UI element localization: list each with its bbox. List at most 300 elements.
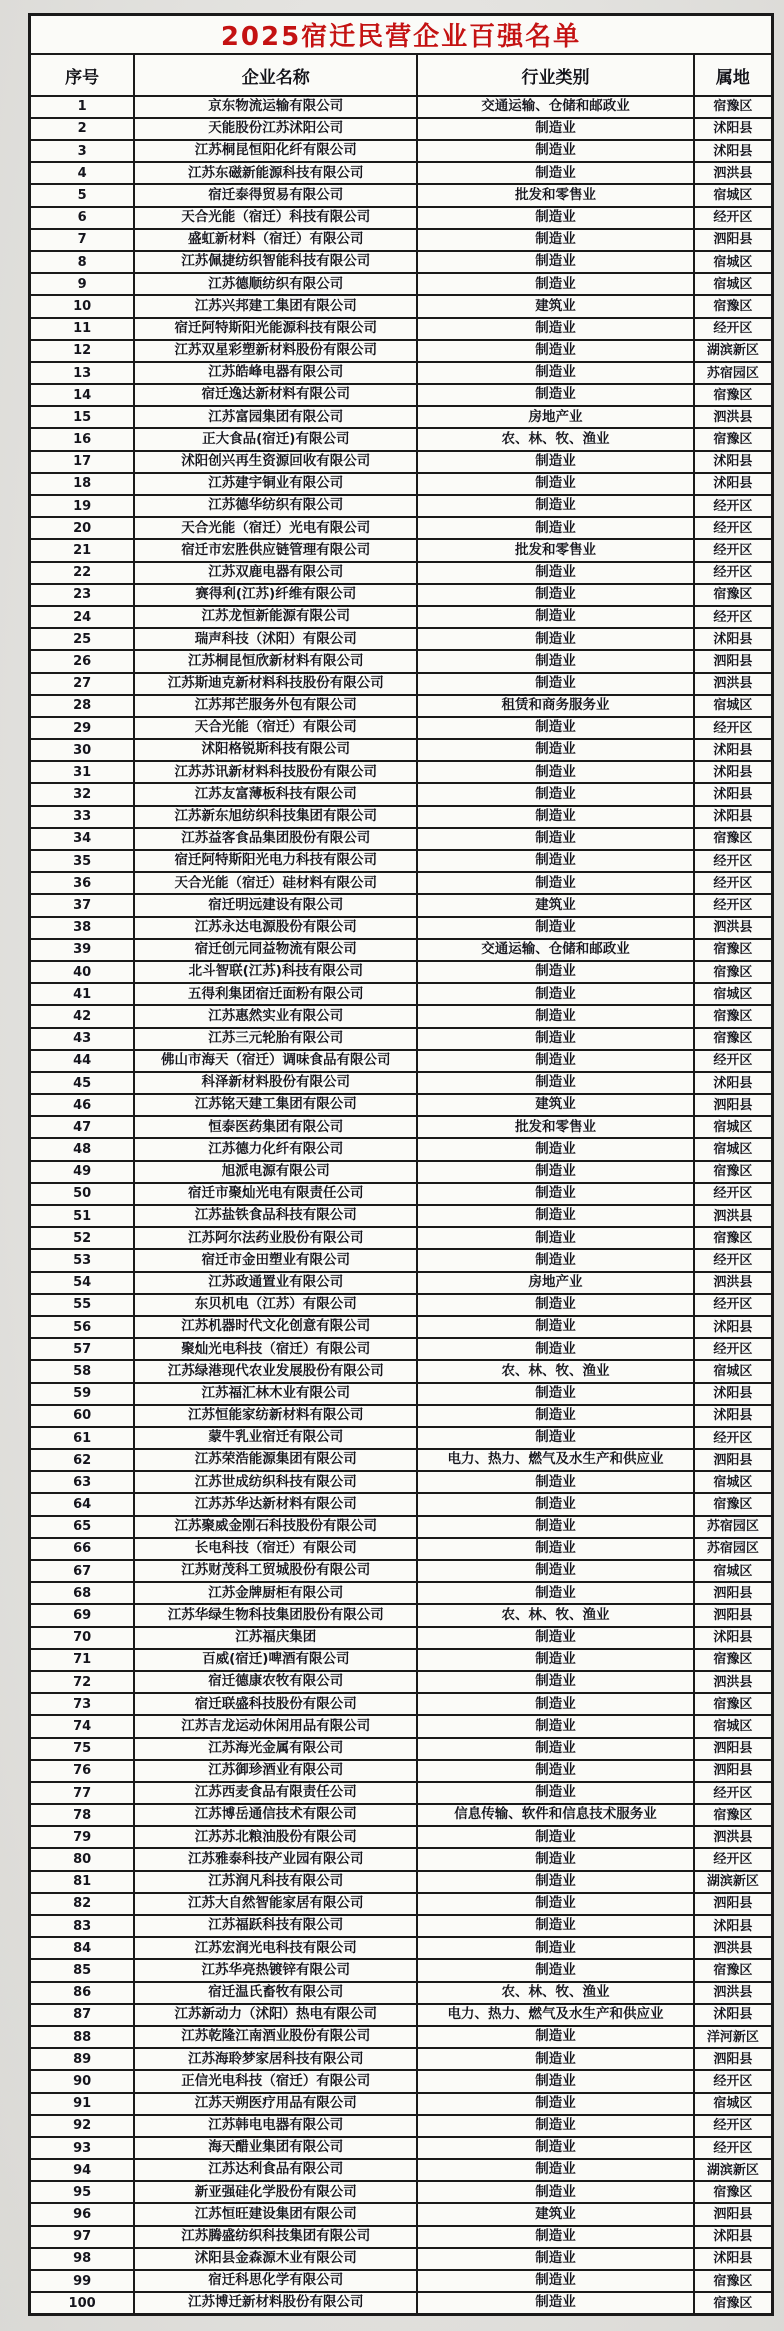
company-name-cell: 江苏海光金属有限公司 — [134, 1738, 417, 1760]
industry-cell: 制造业 — [417, 1227, 693, 1249]
industry-cell: 制造业 — [417, 1538, 693, 1560]
company-name-cell: 江苏永达电源股份有限公司 — [134, 917, 417, 939]
district-cell: 宿城区 — [694, 1360, 773, 1382]
table-row — [30, 1094, 773, 1116]
table-row — [30, 872, 773, 894]
table-row — [30, 1982, 773, 2004]
table-row — [30, 1937, 773, 1959]
district-cell: 经开区 — [694, 1249, 773, 1271]
industry-cell: 制造业 — [417, 1294, 693, 1316]
district-cell: 宿豫区 — [694, 1227, 773, 1249]
district-cell: 宿城区 — [694, 1715, 773, 1737]
district-cell: 宿城区 — [694, 1116, 773, 1138]
industry-cell: 制造业 — [417, 2159, 693, 2181]
table-row — [30, 2292, 773, 2314]
table-row — [30, 1649, 773, 1671]
table-row — [30, 1871, 773, 1893]
table-row — [30, 1316, 773, 1338]
rank-cell: 13 — [30, 362, 135, 384]
company-name-cell: 宿迁市宏胜供应链管理有限公司 — [134, 539, 417, 561]
table-row — [30, 850, 773, 872]
table-row — [30, 1627, 773, 1649]
rank-cell: 4 — [30, 162, 135, 184]
rank-cell: 2 — [30, 118, 135, 140]
industry-cell: 制造业 — [417, 1826, 693, 1848]
rank-cell: 68 — [30, 1582, 135, 1604]
company-name-cell: 江苏天朔医疗用品有限公司 — [134, 2093, 417, 2115]
district-cell: 泗阳县 — [694, 1449, 773, 1471]
table-row — [30, 2159, 773, 2181]
rank-cell: 57 — [30, 1338, 135, 1360]
industry-cell: 制造业 — [417, 2292, 693, 2314]
company-name-cell: 江苏华亮热镀锌有限公司 — [134, 1959, 417, 1981]
company-name-cell: 江苏恒旺建设集团有限公司 — [134, 2203, 417, 2225]
district-cell: 沭阳县 — [694, 1627, 773, 1649]
industry-cell: 房地产业 — [417, 1272, 693, 1294]
company-name-cell: 江苏苏北粮油股份有限公司 — [134, 1826, 417, 1848]
table-row — [30, 495, 773, 517]
table-row — [30, 1405, 773, 1427]
industry-cell: 制造业 — [417, 207, 693, 229]
district-cell: 沭阳县 — [694, 1316, 773, 1338]
industry-cell: 制造业 — [417, 850, 693, 872]
district-cell: 宿城区 — [694, 2093, 773, 2115]
district-cell: 苏宿园区 — [694, 362, 773, 384]
rank-cell: 93 — [30, 2137, 135, 2159]
industry-cell: 制造业 — [417, 140, 693, 162]
table-row — [30, 761, 773, 783]
column-header-industry: 行业类别 — [417, 54, 693, 95]
company-name-cell: 天合光能（宿迁）光电有限公司 — [134, 517, 417, 539]
table-row — [30, 517, 773, 539]
industry-cell: 制造业 — [417, 650, 693, 672]
company-name-cell: 宿迁联盛科技股份有限公司 — [134, 1693, 417, 1715]
table-row — [30, 251, 773, 273]
rank-cell: 8 — [30, 251, 135, 273]
company-name-cell: 瑞声科技（沭阳）有限公司 — [134, 628, 417, 650]
top100-table-container — [28, 13, 774, 2316]
company-name-cell: 科泽新材料股份有限公司 — [134, 1072, 417, 1094]
company-name-cell: 江苏兴邦建工集团有限公司 — [134, 295, 417, 317]
district-cell: 泗洪县 — [694, 1826, 773, 1848]
rank-cell: 67 — [30, 1560, 135, 1582]
company-name-cell: 江苏韩电电器有限公司 — [134, 2115, 417, 2137]
district-cell: 经开区 — [694, 2115, 773, 2137]
district-cell: 泗洪县 — [694, 673, 773, 695]
column-header-district: 属地 — [694, 54, 773, 95]
table-row — [30, 318, 773, 340]
company-name-cell: 江苏海聆梦家居科技有限公司 — [134, 2048, 417, 2070]
district-cell: 泗洪县 — [694, 1205, 773, 1227]
district-cell: 宿豫区 — [694, 1649, 773, 1671]
table-row — [30, 894, 773, 916]
table-row — [30, 1116, 773, 1138]
rank-cell: 64 — [30, 1493, 135, 1515]
table-row — [30, 140, 773, 162]
company-name-cell: 江苏新东旭纺织科技集团有限公司 — [134, 806, 417, 828]
rank-cell: 18 — [30, 473, 135, 495]
district-cell: 泗阳县 — [694, 1582, 773, 1604]
company-name-cell: 江苏双星彩塑新材料股份有限公司 — [134, 340, 417, 362]
rank-cell: 30 — [30, 739, 135, 761]
district-cell: 宿豫区 — [694, 1693, 773, 1715]
district-cell: 经开区 — [694, 1050, 773, 1072]
rank-cell: 75 — [30, 1738, 135, 1760]
rank-cell: 7 — [30, 229, 135, 251]
industry-cell: 制造业 — [417, 1050, 693, 1072]
industry-cell: 制造业 — [417, 1028, 693, 1050]
table-row — [30, 2181, 773, 2203]
industry-cell: 制造业 — [417, 318, 693, 340]
rank-cell: 39 — [30, 939, 135, 961]
industry-cell: 制造业 — [417, 451, 693, 473]
district-cell: 宿豫区 — [694, 584, 773, 606]
industry-cell: 批发和零售业 — [417, 539, 693, 561]
company-name-cell: 江苏吉龙运动休闲用品有限公司 — [134, 1715, 417, 1737]
industry-cell: 制造业 — [417, 1205, 693, 1227]
table-row — [30, 961, 773, 983]
table-row — [30, 2270, 773, 2292]
rank-cell: 17 — [30, 451, 135, 473]
table-row — [30, 1915, 773, 1937]
industry-cell: 制造业 — [417, 495, 693, 517]
company-name-cell: 江苏润凡科技有限公司 — [134, 1871, 417, 1893]
rank-cell: 12 — [30, 340, 135, 362]
industry-cell: 批发和零售业 — [417, 184, 693, 206]
table-row — [30, 362, 773, 384]
industry-cell: 制造业 — [417, 1937, 693, 1959]
industry-cell: 制造业 — [417, 1871, 693, 1893]
company-name-cell: 江苏世成纺织科技有限公司 — [134, 1471, 417, 1493]
rank-cell: 52 — [30, 1227, 135, 1249]
industry-cell: 批发和零售业 — [417, 1116, 693, 1138]
industry-cell: 制造业 — [417, 739, 693, 761]
rank-cell: 5 — [30, 184, 135, 206]
company-name-cell: 江苏腾盛纺织科技集团有限公司 — [134, 2226, 417, 2248]
industry-cell: 制造业 — [417, 1516, 693, 1538]
company-name-cell: 正信光电科技（宿迁）有限公司 — [134, 2070, 417, 2092]
rank-cell: 11 — [30, 318, 135, 340]
industry-cell: 制造业 — [417, 628, 693, 650]
district-cell: 宿豫区 — [694, 961, 773, 983]
rank-cell: 25 — [30, 628, 135, 650]
industry-cell: 制造业 — [417, 2093, 693, 2115]
company-name-cell: 江苏政通置业有限公司 — [134, 1272, 417, 1294]
company-name-cell: 沭阳格锐斯科技有限公司 — [134, 739, 417, 761]
table-row — [30, 2226, 773, 2248]
rank-cell: 73 — [30, 1693, 135, 1715]
header-row — [30, 54, 773, 95]
district-cell: 沭阳县 — [694, 1072, 773, 1094]
industry-cell: 制造业 — [417, 1005, 693, 1027]
industry-cell: 制造业 — [417, 1760, 693, 1782]
district-cell: 经开区 — [694, 495, 773, 517]
company-name-cell: 江苏绿港现代农业发展股份有限公司 — [134, 1360, 417, 1382]
district-cell: 宿豫区 — [694, 295, 773, 317]
company-name-cell: 江苏博迁新材料股份有限公司 — [134, 2292, 417, 2314]
rank-cell: 37 — [30, 894, 135, 916]
rank-cell: 65 — [30, 1516, 135, 1538]
table-row — [30, 562, 773, 584]
district-cell: 泗阳县 — [694, 1604, 773, 1626]
district-cell: 泗阳县 — [694, 1094, 773, 1116]
company-name-cell: 宿迁明远建设有限公司 — [134, 894, 417, 916]
company-name-cell: 江苏达利食品有限公司 — [134, 2159, 417, 2181]
company-name-cell: 佛山市海天（宿迁）调味食品有限公司 — [134, 1050, 417, 1072]
district-cell: 泗洪县 — [694, 1671, 773, 1693]
industry-cell: 农、林、牧、渔业 — [417, 1604, 693, 1626]
industry-cell: 制造业 — [417, 717, 693, 739]
industry-cell: 信息传输、软件和信息技术服务业 — [417, 1804, 693, 1826]
table-row — [30, 983, 773, 1005]
industry-cell: 制造业 — [417, 1582, 693, 1604]
rank-cell: 50 — [30, 1183, 135, 1205]
industry-cell: 制造业 — [417, 673, 693, 695]
district-cell: 苏宿园区 — [694, 1516, 773, 1538]
rank-cell: 72 — [30, 1671, 135, 1693]
company-name-cell: 旭派电源有限公司 — [134, 1161, 417, 1183]
company-name-cell: 宿迁阿特斯阳光电力科技有限公司 — [134, 850, 417, 872]
company-name-cell: 新亚强硅化学股份有限公司 — [134, 2181, 417, 2203]
rank-cell: 15 — [30, 406, 135, 428]
table-row — [30, 1360, 773, 1382]
table-row — [30, 717, 773, 739]
rank-cell: 36 — [30, 872, 135, 894]
table-row — [30, 1294, 773, 1316]
company-name-cell: 蒙牛乳业宿迁有限公司 — [134, 1427, 417, 1449]
table-row — [30, 539, 773, 561]
company-name-cell: 五得利集团宿迁面粉有限公司 — [134, 983, 417, 1005]
company-name-cell: 江苏新动力（沭阳）热电有限公司 — [134, 2004, 417, 2026]
district-cell: 沭阳县 — [694, 2226, 773, 2248]
industry-cell: 制造业 — [417, 2248, 693, 2270]
company-name-cell: 江苏苏讯新材料科技股份有限公司 — [134, 761, 417, 783]
district-cell: 宿豫区 — [694, 1959, 773, 1981]
table-row — [30, 273, 773, 295]
company-name-cell: 江苏财茂科工贸城股份有限公司 — [134, 1560, 417, 1582]
rank-cell: 66 — [30, 1538, 135, 1560]
industry-cell: 制造业 — [417, 1627, 693, 1649]
table-row — [30, 1338, 773, 1360]
rank-cell: 16 — [30, 428, 135, 450]
table-row — [30, 2093, 773, 2115]
rank-cell: 55 — [30, 1294, 135, 1316]
industry-cell: 制造业 — [417, 517, 693, 539]
company-name-cell: 长电科技（宿迁）有限公司 — [134, 1538, 417, 1560]
industry-cell: 制造业 — [417, 118, 693, 140]
company-name-cell: 江苏福汇林木业有限公司 — [134, 1383, 417, 1405]
industry-cell: 制造业 — [417, 961, 693, 983]
table-row — [30, 1582, 773, 1604]
district-cell: 湖滨新区 — [694, 2159, 773, 2181]
table-row — [30, 783, 773, 805]
industry-cell: 制造业 — [417, 1715, 693, 1737]
table-row — [30, 2115, 773, 2137]
district-cell: 沭阳县 — [694, 140, 773, 162]
district-cell: 泗洪县 — [694, 1982, 773, 2004]
industry-cell: 电力、热力、燃气及水生产和供应业 — [417, 2004, 693, 2026]
company-name-cell: 江苏御珍酒业有限公司 — [134, 1760, 417, 1782]
district-cell: 沭阳县 — [694, 2248, 773, 2270]
district-cell: 宿城区 — [694, 1138, 773, 1160]
company-name-cell: 江苏德华纺织有限公司 — [134, 495, 417, 517]
rank-cell: 76 — [30, 1760, 135, 1782]
industry-cell: 制造业 — [417, 1427, 693, 1449]
industry-cell: 制造业 — [417, 1959, 693, 1981]
rank-cell: 74 — [30, 1715, 135, 1737]
district-cell: 经开区 — [694, 717, 773, 739]
industry-cell: 制造业 — [417, 606, 693, 628]
table-row — [30, 1072, 773, 1094]
rank-cell: 21 — [30, 539, 135, 561]
company-name-cell: 江苏斯迪克新材料科技股份有限公司 — [134, 673, 417, 695]
company-name-cell: 江苏桐昆恒阳化纤有限公司 — [134, 140, 417, 162]
rank-cell: 54 — [30, 1272, 135, 1294]
table-row — [30, 828, 773, 850]
district-cell: 泗洪县 — [694, 1937, 773, 1959]
rank-cell: 78 — [30, 1804, 135, 1826]
industry-cell: 制造业 — [417, 2181, 693, 2203]
table-row — [30, 739, 773, 761]
industry-cell: 制造业 — [417, 1249, 693, 1271]
table-row — [30, 1782, 773, 1804]
table-row — [30, 1760, 773, 1782]
district-cell: 经开区 — [694, 207, 773, 229]
district-cell: 湖滨新区 — [694, 1871, 773, 1893]
district-cell: 宿城区 — [694, 1560, 773, 1582]
district-cell: 经开区 — [694, 606, 773, 628]
rank-cell: 98 — [30, 2248, 135, 2270]
company-name-cell: 宿迁创元同益物流有限公司 — [134, 939, 417, 961]
industry-cell: 制造业 — [417, 2048, 693, 2070]
district-cell: 宿豫区 — [694, 1804, 773, 1826]
company-name-cell: 江苏德顺纺织有限公司 — [134, 273, 417, 295]
district-cell: 经开区 — [694, 894, 773, 916]
industry-cell: 制造业 — [417, 872, 693, 894]
district-cell: 宿豫区 — [694, 2292, 773, 2314]
table-row — [30, 229, 773, 251]
company-name-cell: 正大食品(宿迁)有限公司 — [134, 428, 417, 450]
company-name-cell: 盛虹新材料（宿迁）有限公司 — [134, 229, 417, 251]
company-name-cell: 江苏机器时代文化创意有限公司 — [134, 1316, 417, 1338]
district-cell: 经开区 — [694, 517, 773, 539]
rank-cell: 38 — [30, 917, 135, 939]
district-cell: 宿豫区 — [694, 428, 773, 450]
table-row — [30, 695, 773, 717]
rank-cell: 91 — [30, 2093, 135, 2115]
industry-cell: 制造业 — [417, 473, 693, 495]
table-row — [30, 1138, 773, 1160]
industry-cell: 制造业 — [417, 917, 693, 939]
company-name-cell: 沭阳县金森源木业有限公司 — [134, 2248, 417, 2270]
industry-cell: 制造业 — [417, 1316, 693, 1338]
rank-cell: 23 — [30, 584, 135, 606]
industry-cell: 制造业 — [417, 251, 693, 273]
rank-cell: 14 — [30, 384, 135, 406]
rank-cell: 94 — [30, 2159, 135, 2181]
table-row — [30, 295, 773, 317]
company-name-cell: 江苏西麦食品有限责任公司 — [134, 1782, 417, 1804]
table-row — [30, 184, 773, 206]
rank-cell: 1 — [30, 96, 135, 118]
table-row — [30, 1693, 773, 1715]
table-row — [30, 1249, 773, 1271]
rank-cell: 71 — [30, 1649, 135, 1671]
rank-cell: 59 — [30, 1383, 135, 1405]
rank-cell: 60 — [30, 1405, 135, 1427]
industry-cell: 制造业 — [417, 1138, 693, 1160]
table-row — [30, 1050, 773, 1072]
district-cell: 泗阳县 — [694, 1760, 773, 1782]
rank-cell: 87 — [30, 2004, 135, 2026]
industry-cell: 房地产业 — [417, 406, 693, 428]
industry-cell: 农、林、牧、渔业 — [417, 1982, 693, 2004]
table-row — [30, 1427, 773, 1449]
rank-cell: 42 — [30, 1005, 135, 1027]
table-row — [30, 2048, 773, 2070]
district-cell: 经开区 — [694, 318, 773, 340]
district-cell: 洋河新区 — [694, 2026, 773, 2048]
rank-cell: 88 — [30, 2026, 135, 2048]
district-cell: 经开区 — [694, 539, 773, 561]
page-title: 2025宿迁民营企业百强名单 — [30, 15, 773, 55]
district-cell: 沭阳县 — [694, 473, 773, 495]
industry-cell: 建筑业 — [417, 295, 693, 317]
industry-cell: 交通运输、仓储和邮政业 — [417, 939, 693, 961]
table-row — [30, 473, 773, 495]
company-name-cell: 宿迁泰得贸易有限公司 — [134, 184, 417, 206]
rank-cell: 28 — [30, 695, 135, 717]
table-row — [30, 207, 773, 229]
industry-cell: 制造业 — [417, 1493, 693, 1515]
industry-cell: 制造业 — [417, 1183, 693, 1205]
table-row — [30, 1449, 773, 1471]
industry-cell: 建筑业 — [417, 894, 693, 916]
rank-cell: 24 — [30, 606, 135, 628]
company-name-cell: 海天醋业集团有限公司 — [134, 2137, 417, 2159]
rank-cell: 45 — [30, 1072, 135, 1094]
company-name-cell: 赛得利(江苏)纤维有限公司 — [134, 584, 417, 606]
company-name-cell: 江苏邦芒服务外包有限公司 — [134, 695, 417, 717]
rank-cell: 89 — [30, 2048, 135, 2070]
rank-cell: 86 — [30, 1982, 135, 2004]
company-name-cell: 江苏大自然智能家居有限公司 — [134, 1893, 417, 1915]
industry-cell: 制造业 — [417, 1161, 693, 1183]
table-row — [30, 2070, 773, 2092]
company-name-cell: 百威(宿迁)啤酒有限公司 — [134, 1649, 417, 1671]
industry-cell: 制造业 — [417, 1405, 693, 1427]
company-name-cell: 宿迁逸达新材料有限公司 — [134, 384, 417, 406]
district-cell: 宿豫区 — [694, 1161, 773, 1183]
rank-cell: 53 — [30, 1249, 135, 1271]
industry-cell: 租赁和商务服务业 — [417, 695, 693, 717]
table-row — [30, 1028, 773, 1050]
industry-cell: 制造业 — [417, 362, 693, 384]
industry-cell: 农、林、牧、渔业 — [417, 428, 693, 450]
company-name-cell: 江苏皓峰电器有限公司 — [134, 362, 417, 384]
company-name-cell: 江苏福跃科技有限公司 — [134, 1915, 417, 1937]
district-cell: 泗阳县 — [694, 229, 773, 251]
industry-cell: 制造业 — [417, 273, 693, 295]
industry-cell: 制造业 — [417, 2026, 693, 2048]
district-cell: 经开区 — [694, 1294, 773, 1316]
rank-cell: 61 — [30, 1427, 135, 1449]
district-cell: 泗阳县 — [694, 1738, 773, 1760]
rank-cell: 43 — [30, 1028, 135, 1050]
district-cell: 宿城区 — [694, 1471, 773, 1493]
industry-cell: 制造业 — [417, 162, 693, 184]
district-cell: 沭阳县 — [694, 806, 773, 828]
